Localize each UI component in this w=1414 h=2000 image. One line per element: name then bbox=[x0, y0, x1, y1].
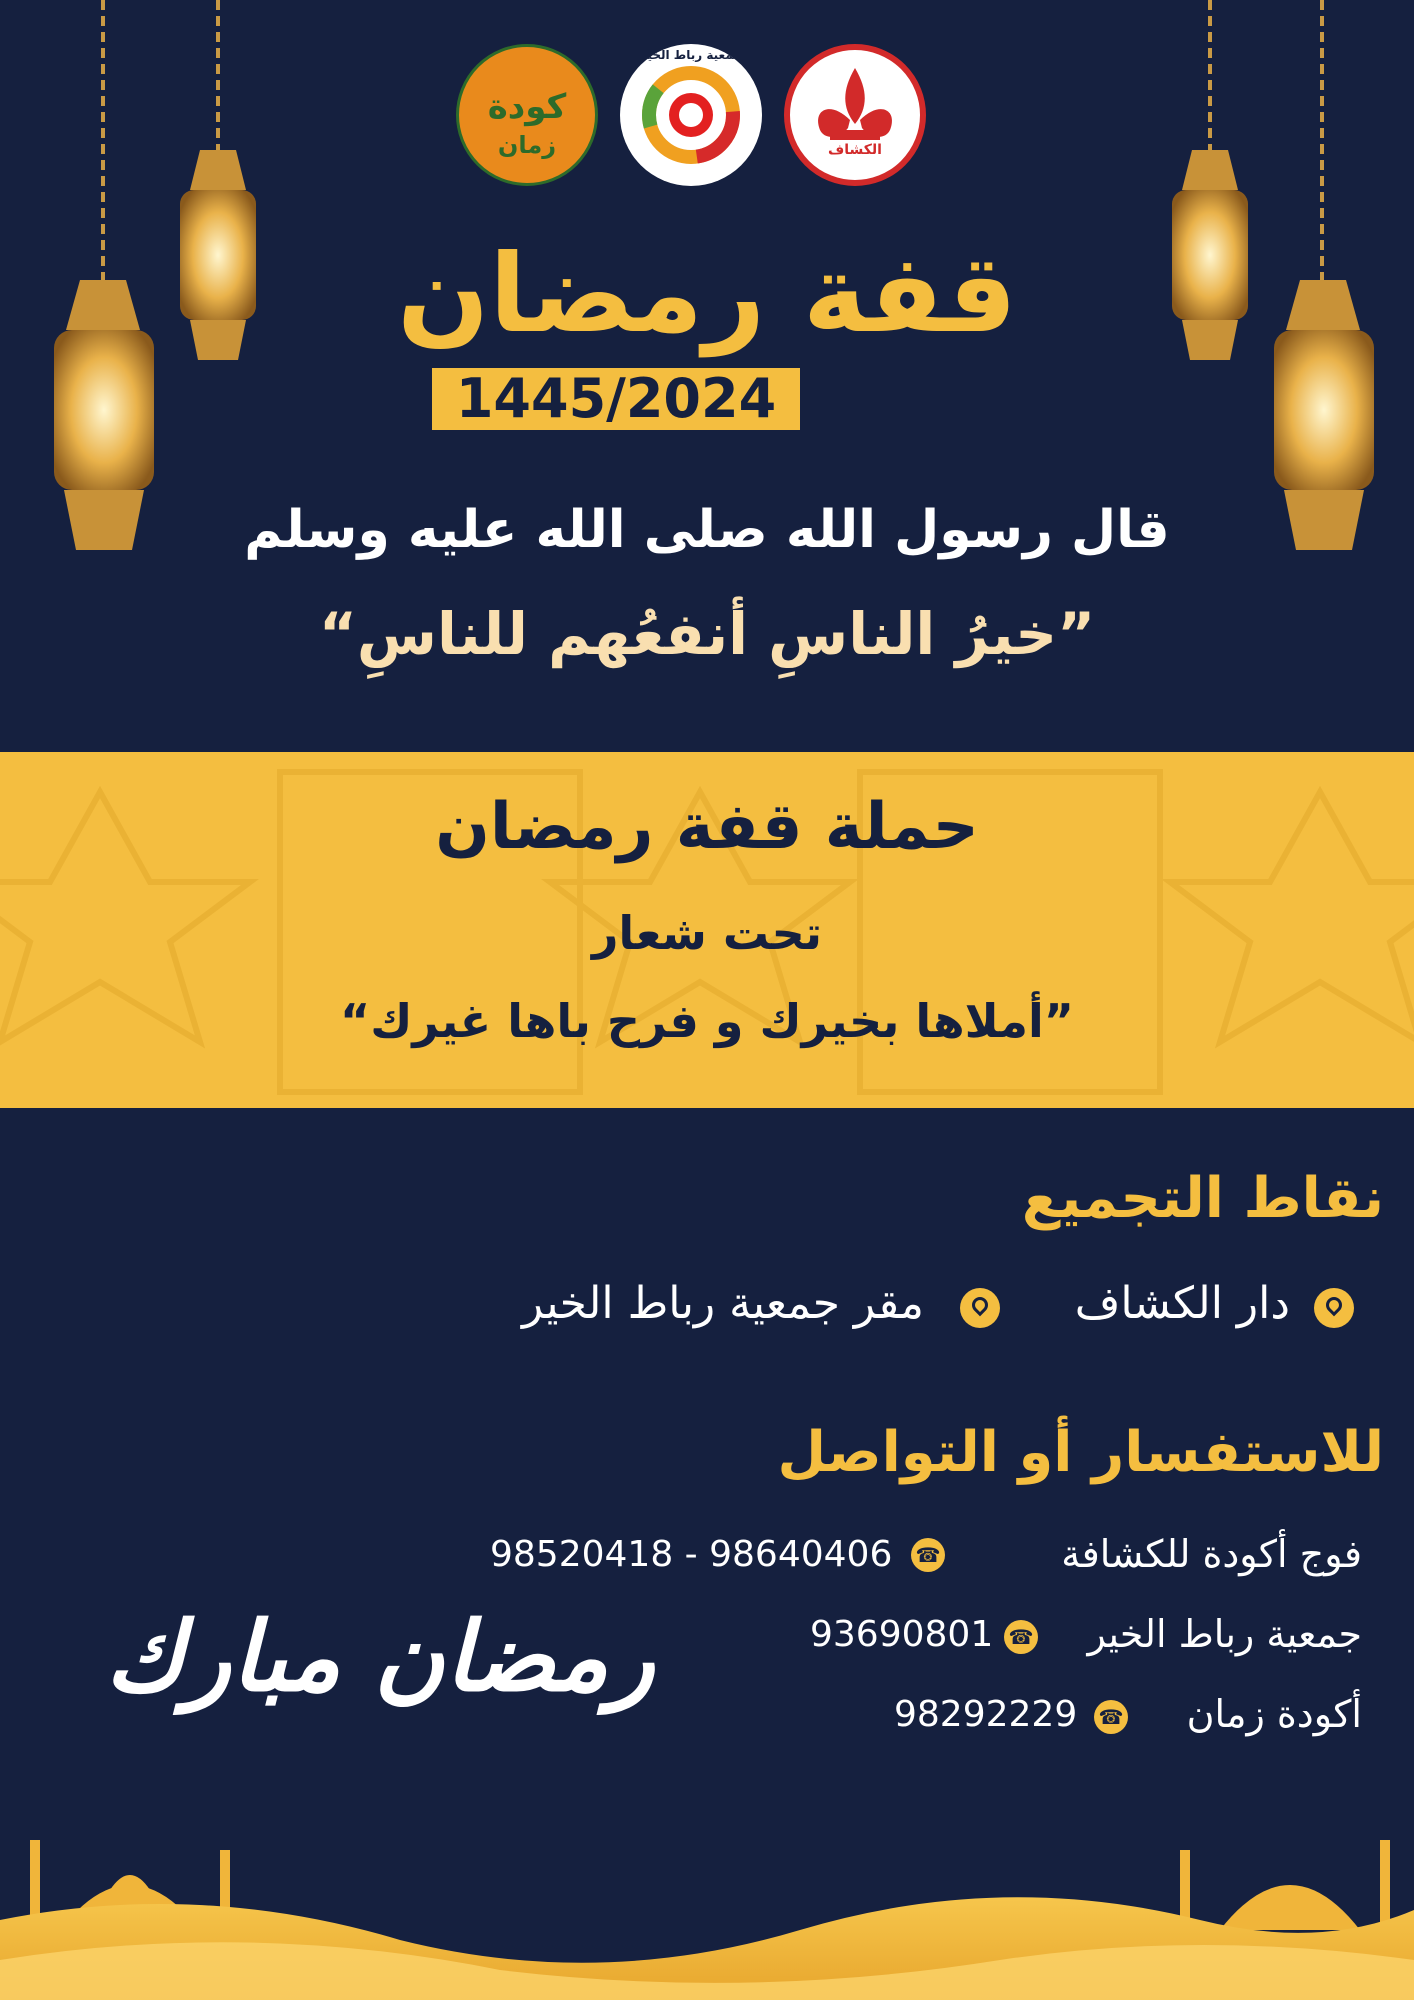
phone-icon: ☎ bbox=[911, 1538, 945, 1572]
contact-name-3: أكودة زمان bbox=[1186, 1692, 1362, 1736]
campaign-slogan: ”أملاها بخيرك و فرح باها غيرك“ bbox=[339, 994, 1075, 1048]
ribat-emblem-icon bbox=[620, 44, 762, 186]
ramadan-mubarak-greeting: رمضان مبارك bbox=[105, 1600, 655, 1713]
contact-name-1: فوج أكودة للكشافة bbox=[1061, 1532, 1362, 1576]
contact-heading: للاستفسار أو التواصل bbox=[777, 1420, 1384, 1485]
hadith-intro: قال رسول الله صلى الله عليه وسلم bbox=[244, 500, 1170, 560]
collection-heading: نقاط التجميع bbox=[1021, 1166, 1384, 1231]
year-badge: 1445/2024 bbox=[432, 368, 800, 430]
contact-name-2: جمعية رباط الخير bbox=[1087, 1612, 1362, 1656]
phone-icon: ☎ bbox=[1094, 1700, 1128, 1734]
logo-akouda-sub: زمان bbox=[497, 131, 557, 159]
campaign-subtitle: تحت شعار bbox=[591, 906, 823, 960]
campaign-title: حملة قفة رمضان bbox=[435, 790, 979, 864]
contact-number-3[interactable]: 98292229 bbox=[894, 1694, 1078, 1735]
logo-scouts-text: الكشاف bbox=[828, 142, 882, 158]
fleur-de-lis-icon bbox=[790, 50, 920, 180]
hadith-quote: ”خيرُ الناسِ أنفعُهم للناسِ“ bbox=[318, 600, 1096, 668]
contact-number-1[interactable]: 98520418 - 98640406 bbox=[490, 1534, 893, 1575]
collection-point-2: مقر جمعية رباط الخير bbox=[522, 1278, 924, 1329]
logo-scouts bbox=[784, 44, 926, 186]
contact-number-2[interactable]: 93690801 bbox=[810, 1614, 994, 1655]
dunes-mosques-icon bbox=[0, 1800, 1414, 2000]
logo-akouda-text: كودة bbox=[487, 87, 567, 127]
phone-icon: ☎ bbox=[1004, 1620, 1038, 1654]
location-pin-icon bbox=[960, 1288, 1000, 1328]
logo-ribat-alkhayr bbox=[620, 44, 762, 186]
location-pin-icon bbox=[1314, 1288, 1354, 1328]
logo-akouda-zmen bbox=[456, 44, 598, 186]
collection-point-1: دار الكشاف bbox=[1074, 1278, 1290, 1329]
page-title: قفة رمضان bbox=[397, 232, 1017, 357]
logo-ribat-text: جمعية رباط الخير bbox=[639, 48, 742, 62]
